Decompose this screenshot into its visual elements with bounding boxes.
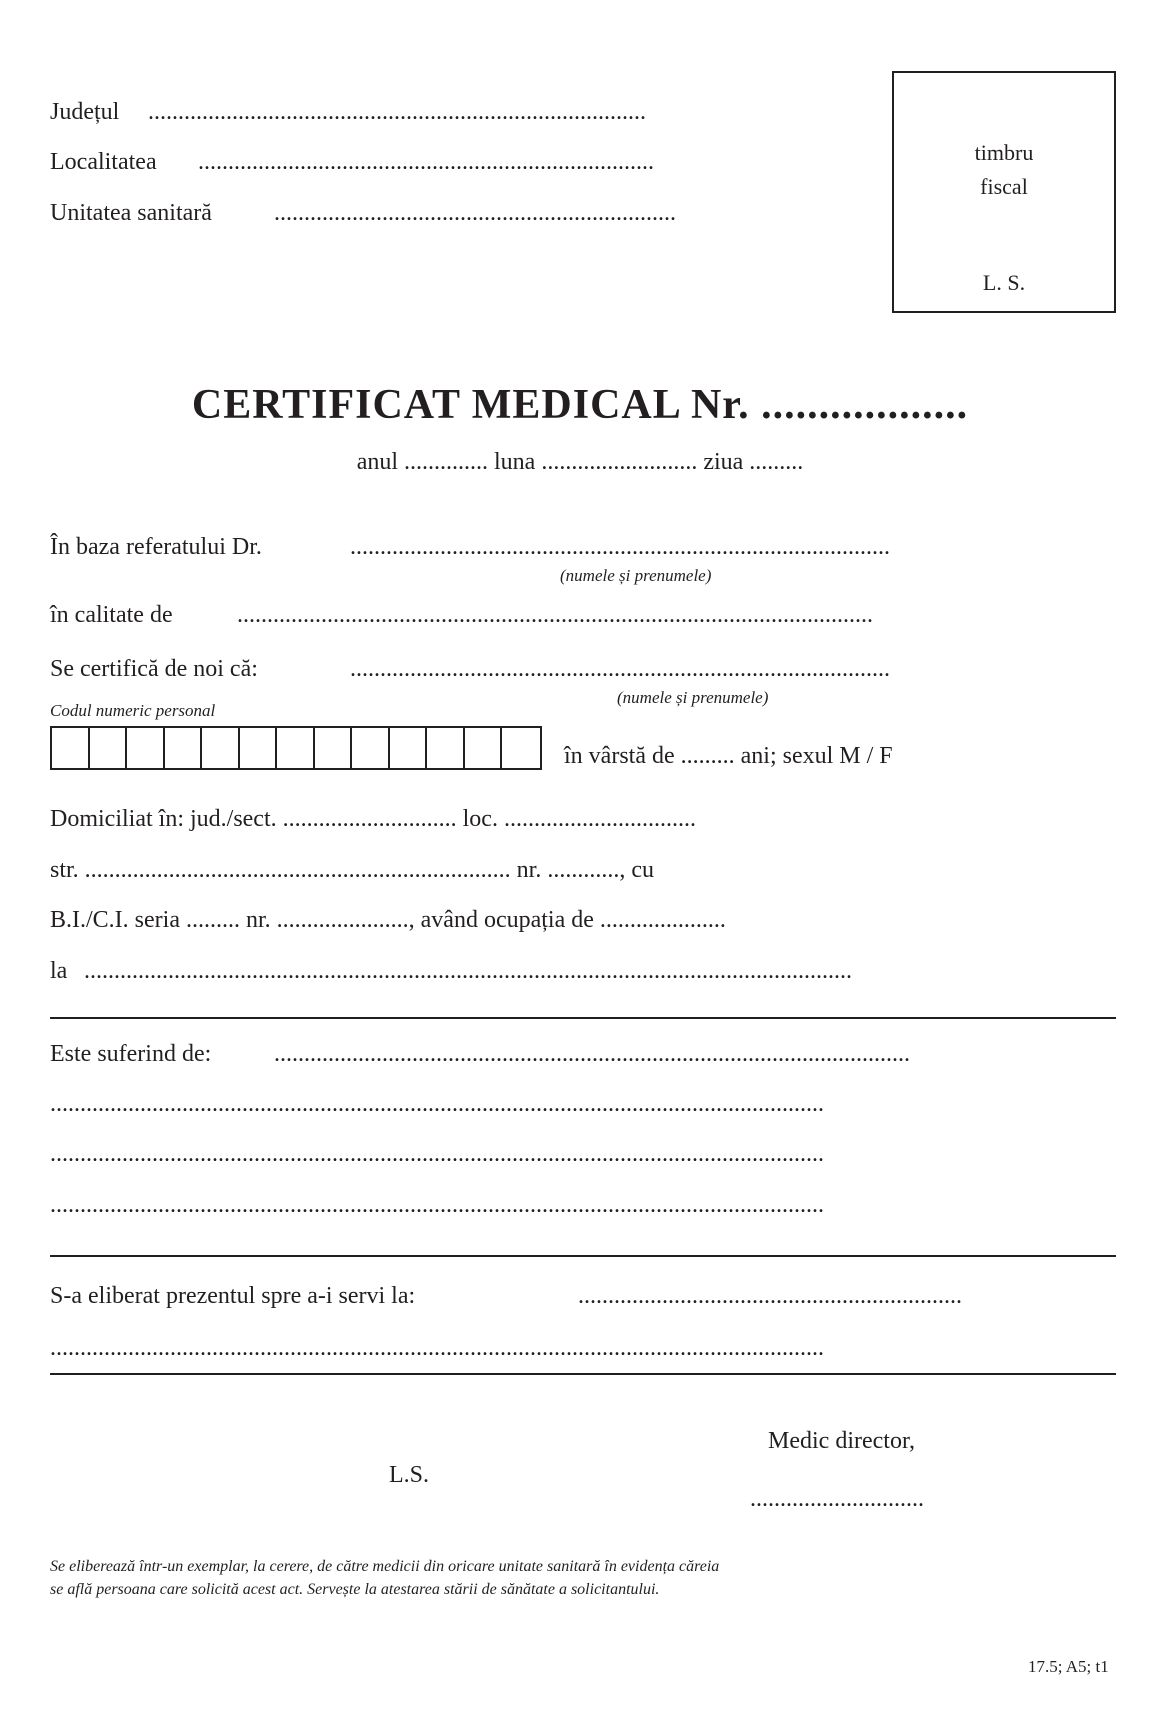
cnp-cell[interactable] xyxy=(352,728,390,768)
localitate-label: Localitatea xyxy=(50,149,157,175)
localitate-field[interactable]: ............................................................................ xyxy=(198,149,654,175)
cnp-cell[interactable] xyxy=(502,728,540,768)
calitate-label: în calitate de xyxy=(50,602,173,628)
divider xyxy=(50,1017,1116,1019)
cnp-grid[interactable] xyxy=(50,726,542,770)
baza-label: În baza referatului Dr. xyxy=(50,534,262,560)
cnp-cell[interactable] xyxy=(52,728,90,768)
calitate-field[interactable]: .......................................................................................................... xyxy=(237,602,873,628)
cnp-cell[interactable] xyxy=(165,728,203,768)
divider xyxy=(50,1373,1116,1375)
cnp-cell[interactable] xyxy=(427,728,465,768)
page-title: CERTIFICAT MEDICAL Nr. .................. xyxy=(191,382,969,428)
certifica-note: (numele și prenumele) xyxy=(617,688,769,707)
cnp-cell[interactable] xyxy=(127,728,165,768)
cnp-label: Codul numeric personal xyxy=(50,701,216,720)
la-label: la xyxy=(50,958,68,984)
footer-note-2: se află persoana care solicită acest act. Servește la atestarea stării de sănătate a solicitantului. xyxy=(50,1581,660,1598)
cnp-cell[interactable] xyxy=(202,728,240,768)
divider xyxy=(50,1255,1116,1257)
cnp-cell[interactable] xyxy=(315,728,353,768)
suferind-line-3[interactable]: ................................................................................................................................. xyxy=(50,1141,824,1167)
certifica-field[interactable]: .......................................................................................... xyxy=(350,656,890,682)
cnp-cell[interactable] xyxy=(90,728,128,768)
stamp-box xyxy=(892,71,1116,313)
stamp-line1: timbru xyxy=(974,140,1034,165)
date-line: anul .............. luna .......................... ziua ......... xyxy=(356,449,804,475)
la-field[interactable]: ................................................................................................................................ xyxy=(84,958,852,984)
suferind-line-2[interactable]: ................................................................................................................................. xyxy=(50,1091,824,1117)
certifica-label: Se certifică de noi că: xyxy=(50,656,258,682)
suferind-field[interactable]: .......................................................................................................... xyxy=(274,1041,910,1067)
eliberat-label: S-a eliberat prezentul spre a-i servi la: xyxy=(50,1283,416,1309)
footer-note-1: Se eliberează într-un exemplar, la cerere, de către medicii din oricare unitate sanitară în evidența căreia xyxy=(50,1558,720,1575)
judet-field[interactable]: ................................................................................... xyxy=(148,99,646,125)
domiciliu-line: Domiciliat în: jud./sect. ............................. loc. ................................ xyxy=(50,806,696,832)
bi-line: B.I./C.I. seria ......... nr. ......................, având ocupația de ..................... xyxy=(50,907,726,933)
suferind-line-4[interactable]: ................................................................................................................................. xyxy=(50,1192,824,1218)
cnp-cell[interactable] xyxy=(390,728,428,768)
form-code: 17.5; A5; t1 xyxy=(1028,1657,1109,1676)
cnp-cell[interactable] xyxy=(240,728,278,768)
eliberat-line-2[interactable]: ................................................................................................................................. xyxy=(50,1335,824,1361)
eliberat-field[interactable]: ................................................................ xyxy=(578,1283,962,1309)
suferind-label: Este suferind de: xyxy=(50,1041,212,1067)
varsta-line: în vârstă de ......... ani; sexul M / F xyxy=(564,743,893,769)
stamp-line2: fiscal xyxy=(980,174,1028,199)
medic-signature-field[interactable]: ............................. xyxy=(750,1486,924,1512)
baza-field[interactable]: .......................................................................................... xyxy=(350,534,890,560)
footer-ls: L.S. xyxy=(389,1462,430,1488)
medic-director-label: Medic director, xyxy=(768,1428,915,1454)
stamp-ls: L. S. xyxy=(982,270,1026,295)
cnp-cell[interactable] xyxy=(465,728,503,768)
judet-label: Județul xyxy=(50,99,120,125)
cnp-cell[interactable] xyxy=(277,728,315,768)
baza-note: (numele și prenumele) xyxy=(560,566,712,585)
unitate-field[interactable]: ................................................................... xyxy=(274,200,676,226)
strada-line: str. ....................................................................... nr. ............, cu xyxy=(50,857,654,883)
unitate-label: Unitatea sanitară xyxy=(50,200,212,226)
